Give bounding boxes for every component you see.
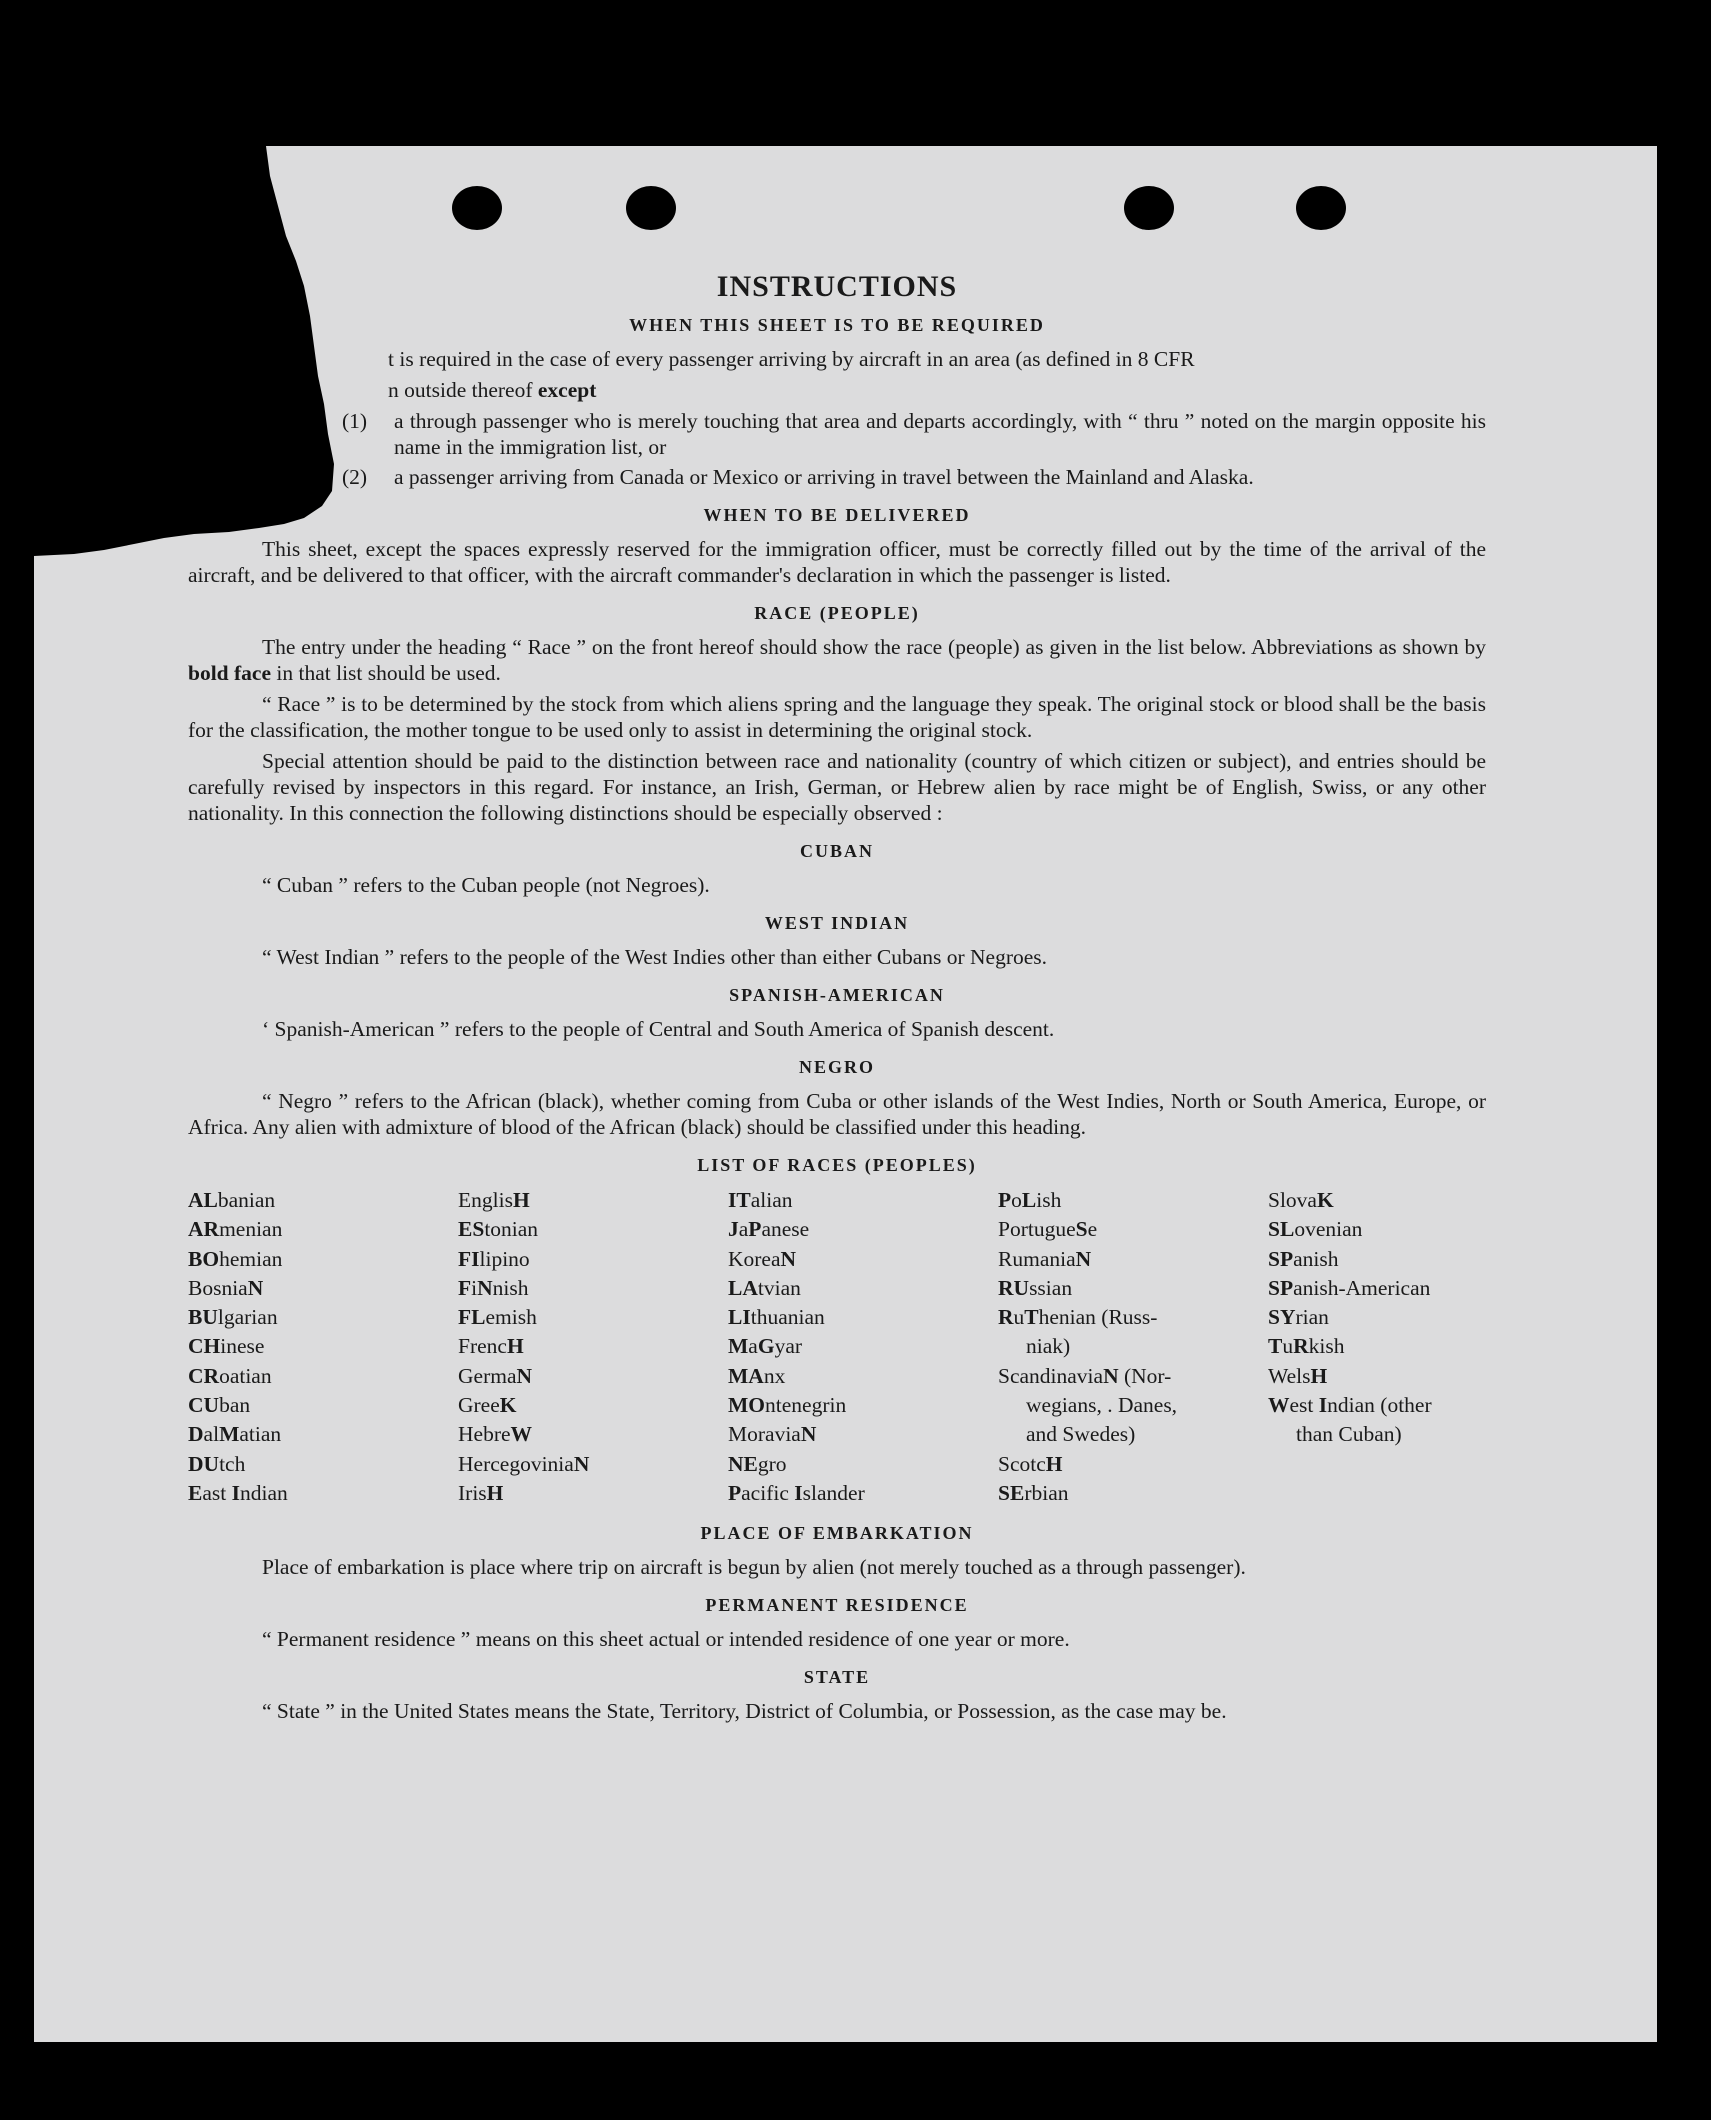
- exception-item-1: (1) a through passenger who is merely touching that area and departs accordingly, with “ thru ” noted on the margin opposite his name in the immigration list, or: [342, 409, 1486, 459]
- heading-negro: NEGRO: [798, 1057, 875, 1077]
- race-entry: ScandinaviaN (Nor-: [998, 1363, 1172, 1388]
- permanent-residence-text: “ Permanent residence ” means on this sheet actual or intended residence of one year or more.: [262, 1627, 1070, 1652]
- embarkation-text: Place of embarkation is place where trip on aircraft is begun by alien (not merely touched as a through passenger).: [262, 1555, 1246, 1580]
- race-entry: FLemish: [458, 1305, 537, 1330]
- race-entry: MOntenegrin: [728, 1393, 847, 1418]
- race-entry: ARmenian: [188, 1217, 283, 1242]
- race-entry: CRoatian: [188, 1363, 272, 1388]
- race-entry: West Indian (other: [1268, 1393, 1432, 1418]
- race-entry: LAtvian: [728, 1275, 801, 1300]
- heading-embarkation: PLACE OF EMBARKATION: [700, 1523, 974, 1544]
- race-entry: than Cuban): [1296, 1422, 1402, 1447]
- race-paragraph-3: Special attention should be paid to the distinction between race and nationality (country of which citizen or subject), and entries should be carefully revised by inspectors in this regard. For instance, an Irish, German, or Hebrew alien by race might be of English, Swiss, or any other nationality. In this connection the following distinctions should be especially observed :: [188, 749, 1486, 825]
- heading-list-of-races: LIST OF RACES (PEOPLES): [697, 1155, 977, 1175]
- spanish-american-text: ‘ Spanish-American ” refers to the people of Central and South America of Spanish descent.: [262, 1017, 1055, 1041]
- race-entry: wegians, . Danes,: [1026, 1393, 1178, 1418]
- when-required-line1: t is required in the case of every passenger arriving by aircraft in an area (as defined in 8 CFR: [388, 347, 1195, 371]
- races-list: [188, 1186, 1486, 1508]
- instructions-content: [188, 270, 1486, 1729]
- heading-spanish-american: SPANISH-AMERICAN: [729, 985, 945, 1005]
- heading-when-delivered: WHEN TO BE DELIVERED: [703, 505, 971, 525]
- race-entry: ALbanian: [188, 1188, 276, 1212]
- race-entry: CHinese: [188, 1334, 265, 1359]
- race-entry: RuThenian (Russ-: [998, 1305, 1158, 1330]
- race-entry: BosniaN: [188, 1275, 264, 1300]
- race-paragraph-1: The entry under the heading “ Race ” on the front hereof should show the race (people) as given in the list below. Abbreviations as shown by bold face in that list should be used.: [188, 635, 1486, 685]
- race-entry: LIthuanian: [728, 1305, 825, 1330]
- race-entry: Pacific Islander: [728, 1480, 865, 1505]
- races-column-1: [188, 1186, 458, 1508]
- race-entry: BUlgarian: [188, 1305, 278, 1330]
- race-entry: PortugueSe: [998, 1217, 1098, 1242]
- races-column-4: [998, 1186, 1268, 1508]
- race-entry: EStonian: [458, 1217, 539, 1242]
- heading-west-indian: WEST INDIAN: [764, 913, 910, 933]
- race-entry: PoLish: [998, 1188, 1062, 1212]
- page-title: INSTRUCTIONS: [716, 270, 958, 303]
- exception-item-2: (2) a passenger arriving from Canada or Mexico or arriving in travel between the Mainland and Alaska.: [342, 465, 1254, 489]
- race-entry: ITalian: [728, 1188, 793, 1212]
- race-entry: BOhemian: [188, 1246, 283, 1271]
- heading-when-required: WHEN THIS SHEET IS TO BE REQUIRED: [629, 315, 1045, 335]
- when-delivered-text: This sheet, except the spaces expressly reserved for the immigration officer, must be correctly filled out by the time of the arrival of the aircraft, and be delivered to that officer, with the aircraft commander's declaration in which the passenger is listed.: [188, 537, 1486, 587]
- race-entry: MAnx: [728, 1363, 786, 1388]
- race-entry: SLovenian: [1268, 1217, 1363, 1242]
- race-entry: DUtch: [188, 1451, 246, 1476]
- race-entry: JaPanese: [728, 1217, 810, 1242]
- race-entry: FrencH: [458, 1334, 524, 1359]
- race-entry: MaGyar: [728, 1334, 803, 1359]
- race-entry: GreeK: [458, 1393, 517, 1418]
- race-entry: CUban: [188, 1393, 251, 1418]
- race-entry: niak): [1026, 1334, 1071, 1359]
- punch-hole-4: [1296, 186, 1346, 230]
- west-indian-text: “ West Indian ” refers to the people of the West Indies other than either Cubans or Negroes.: [262, 945, 1048, 969]
- races-column-2: [458, 1186, 728, 1508]
- heading-race: RACE (PEOPLE): [754, 603, 920, 623]
- race-entry: SPanish: [1268, 1246, 1339, 1271]
- heading-permanent-residence: PERMANENT RESIDENCE: [705, 1595, 969, 1616]
- race-entry: RUssian: [998, 1275, 1073, 1300]
- race-entry: and Swedes): [1026, 1422, 1136, 1447]
- punch-hole-2: [626, 186, 676, 230]
- race-entry: IrisH: [458, 1480, 504, 1505]
- race-entry: HercegoviniaN: [458, 1451, 590, 1476]
- race-entry: MoraviaN: [728, 1422, 817, 1447]
- race-entry: NEgro: [728, 1451, 787, 1476]
- race-entry: WelsH: [1268, 1363, 1328, 1388]
- race-entry: SYrian: [1268, 1305, 1329, 1330]
- punch-hole-3: [1124, 186, 1174, 230]
- state-text: “ State ” in the United States means the State, Territory, District of Columbia, or Possession, as the case may be.: [262, 1699, 1227, 1724]
- heading-state: STATE: [803, 1667, 871, 1688]
- race-entry: SPanish-American: [1268, 1275, 1431, 1300]
- race-entry: SlovaK: [1268, 1188, 1334, 1212]
- race-entry: DalMatian: [188, 1422, 282, 1447]
- punch-hole-1: [452, 186, 502, 230]
- cuban-text: “ Cuban ” refers to the Cuban people (not Negroes).: [262, 873, 710, 897]
- race-entry: RumaniaN: [998, 1246, 1092, 1271]
- race-entry: EnglisH: [458, 1188, 530, 1212]
- negro-text: “ Negro ” refers to the African (black), whether coming from Cuba or other islands of the West Indies, North or South America, Europe, or Africa. Any alien with admixture of blood of the African (black) should be classified under this heading.: [188, 1089, 1486, 1139]
- race-entry: FiNnish: [458, 1275, 529, 1300]
- race-entry: KoreaN: [728, 1246, 797, 1271]
- races-column-3: [728, 1186, 998, 1508]
- races-column-5: [1268, 1186, 1538, 1508]
- document-sheet: [34, 146, 1657, 2042]
- heading-cuban: CUBAN: [799, 841, 874, 861]
- race-entry: FIlipino: [458, 1246, 530, 1271]
- when-required-line2: n outside thereof except: [388, 378, 597, 402]
- race-entry: GermaN: [458, 1363, 533, 1388]
- race-entry: ScotcH: [998, 1451, 1063, 1476]
- race-entry: SErbian: [998, 1480, 1069, 1505]
- race-entry: TuRkish: [1268, 1334, 1345, 1359]
- race-entry: East Indian: [188, 1480, 288, 1505]
- race-paragraph-2: “ Race ” is to be determined by the stock from which aliens spring and the language they speak. The original stock or blood shall be the basis for the classification, the mother tongue to be used only to assist in determining the original stock.: [188, 692, 1486, 742]
- race-entry: HebreW: [458, 1422, 533, 1447]
